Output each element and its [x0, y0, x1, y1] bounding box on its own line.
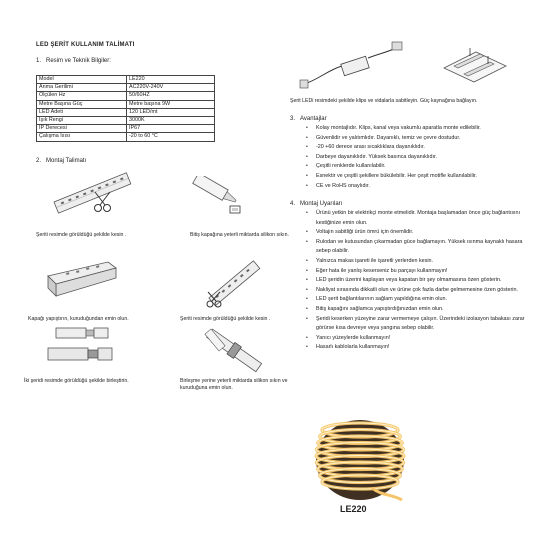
caption-cap-dry: Kapağı yapıştırın, kuruduğundan emin olun. [28, 316, 129, 322]
bullet-icon: • [306, 153, 308, 160]
list-item [306, 238, 538, 257]
list-item [306, 286, 538, 296]
clip-mount-illustration [440, 42, 510, 92]
section-2-heading [36, 158, 86, 164]
list-item [306, 124, 538, 134]
list-item [306, 153, 538, 163]
spec-value: 3000K [127, 117, 215, 125]
bullet-icon: • [306, 144, 308, 151]
bullet-icon: • [306, 277, 308, 284]
spec-key: Olçülen Hz [37, 92, 127, 100]
section-1-title: Resim ve Teknik Bilgiler: [46, 58, 111, 64]
power-cord-illustration [298, 40, 408, 90]
list-item-text: Yanıcı yüzeylerde kullanmayın! [316, 334, 391, 341]
bullet-icon: • [306, 182, 308, 189]
section-3-heading [290, 116, 327, 122]
list-item [306, 257, 538, 267]
caption-join-silicone: Birleşme yerine yeterli miktarda silikon sıkın ve kuruduğuna emin olun. [180, 378, 288, 391]
bullet-icon: • [306, 305, 308, 312]
caption-cut2: Şeriti resimde görüldüğü şekilde kesin . [180, 316, 271, 322]
list-item-text: Nakliyat sırasında dikkatli olun ve ürüne çok fazla darbe gelmemesine özen gösterin. [316, 286, 518, 293]
section-1-heading [36, 58, 111, 64]
strip-cut2-illustration [200, 254, 270, 314]
list-item-text: LED şerit bağlantılarının sağlam yapıldığına emin olun. [316, 296, 447, 303]
bullet-icon: • [306, 125, 308, 131]
list-item [306, 209, 538, 228]
spec-table [36, 75, 215, 142]
spec-value: IP67 [127, 125, 215, 133]
spec-row [37, 84, 215, 92]
section-2-number: 2. [36, 158, 42, 164]
list-item-text: Kolay montajlıdır. Klips, kanal veya vakumlu aparatla monte edilebilir. [316, 125, 481, 131]
spec-key: IP Derecesi [37, 125, 127, 133]
spec-row [37, 125, 215, 133]
list-item [306, 162, 538, 172]
silicone-cap-illustration [186, 176, 256, 216]
caption-cut: Şeriti resimde görüldüğü şekilde kesin . [36, 232, 127, 238]
caption-clip: Şerit LEDi resimdeki şekilde klips ve vidalarla sabitleyin. Güç kaynağına bağlayın. [290, 98, 478, 104]
list-item-text: CE ve RoHS onaylıdır. [316, 182, 370, 189]
list-item [306, 343, 538, 353]
document-title: LED ŞERİT KULLANIM TALİMATI [36, 42, 135, 48]
list-item [306, 182, 538, 192]
section-3-number: 3. [290, 116, 296, 122]
list-item [306, 295, 538, 305]
spec-key: Anma Gerilimi [37, 84, 127, 92]
list-item [306, 143, 538, 153]
bullet-icon: • [306, 210, 308, 216]
list-item-text: Bitiş kapağını sağlamca yapıştırdığınızdan emin olun. [316, 305, 444, 312]
section-2-title: Montaj Talimatı [46, 158, 87, 164]
caption-silicone: Bitiş kapağına yeterli miktarda silikon sıkın. [190, 232, 289, 238]
spec-key: Işık Rengi [37, 117, 127, 125]
strip-cut-illustration [40, 170, 140, 220]
spec-row [37, 92, 215, 100]
list-item-text: LED şeridin üzerini kaplayan veya kapatan bir şey olmamasına özen gösterin. [316, 277, 502, 284]
list-item [306, 172, 538, 182]
spec-value: AC220V-240V [127, 84, 215, 92]
spec-row [37, 100, 215, 108]
spec-row [37, 76, 215, 84]
spec-key: Çalışma Isısı [37, 133, 127, 141]
list-item-text: -20 +60 derece arası sıcaklıklara dayanıklıdır. [316, 144, 425, 151]
list-item-text: Hasarlı kablolarla kullanmayın! [316, 344, 390, 351]
bullet-icon: • [306, 296, 308, 303]
list-item-text: Voltajın sabitliği ürün ömrü için önemlidir. [316, 229, 414, 236]
list-item-text: Yalnızca makas işareti ile işaretli yerlerden kesin. [316, 257, 434, 264]
bullet-icon: • [306, 163, 308, 170]
product-photo [312, 408, 408, 504]
spec-value: 50/60HZ [127, 92, 215, 100]
bullet-icon: • [306, 267, 308, 274]
warnings-list [306, 209, 538, 353]
bullet-icon: • [306, 257, 308, 264]
spec-key: Metre Başına Güç [37, 100, 127, 108]
list-item [306, 228, 538, 238]
list-item-text: Eğer hata ile yanlış keserseniz bu parçayı kullanmayın! [316, 267, 448, 274]
section-3-title: Avantajlar [300, 116, 327, 122]
list-item [306, 134, 538, 144]
section-4-number: 4. [290, 201, 296, 207]
list-item [306, 334, 538, 344]
section-1-number: 1. [36, 58, 42, 64]
caption-join: İki şeridi resimde görüldüğü şekilde birleştirin. [24, 378, 129, 384]
list-item-text: Darbeye dayanıklıdır. Yüksek basınca dayanıklıdır. [316, 153, 437, 160]
spec-key: LED Adeti [37, 108, 127, 116]
list-item-text: Esnektir ve çeşitli şekillere bükülebilir. Her çeşit motifle kullanılabilir. [316, 172, 477, 179]
product-model-label: LE220 [340, 504, 367, 514]
advantages-list [306, 124, 538, 191]
list-item [306, 315, 538, 334]
bullet-icon: • [306, 238, 308, 245]
bullet-icon: • [306, 229, 308, 236]
spec-value: Metre başına 9W [127, 100, 215, 108]
spec-row [37, 117, 215, 125]
bullet-icon: • [306, 172, 308, 179]
list-item [306, 267, 538, 277]
list-item [306, 276, 538, 286]
list-item-text: Rulodan ve kutusundan çıkarmadan güce bağlamayın. Yüksek ısınma kaynaklı hasara sebep olabilir. [316, 238, 523, 255]
list-item-text: Şeridi keserken yüzeyine zarar vermemeye çalışın. Üzerindeki izolasyon tabakası zarar görürse kısa devreye veya yangına sebep olabilir. [316, 315, 525, 332]
join-silicone-illustration [200, 326, 270, 376]
bullet-icon: • [306, 286, 308, 293]
list-item-text: Çeşitli renklerde kullanılabilir. [316, 163, 386, 170]
list-item [306, 305, 538, 315]
spec-value: -20 to 60 °C [127, 133, 215, 141]
section-4-heading [290, 201, 342, 207]
bullet-icon: • [306, 344, 308, 351]
bullet-icon: • [306, 315, 308, 322]
bullet-icon: • [306, 334, 308, 341]
spec-value: 120 LED/mt [127, 108, 215, 116]
spec-row [37, 108, 215, 116]
strip-join-illustration [40, 322, 120, 372]
spec-row [37, 133, 215, 141]
list-item-text: Güvenlidir ve yalıtımlıdır. Dayanıklı, temiz ve çevre dostudur. [316, 134, 461, 141]
section-4-title: Montaj Uyarıları [300, 201, 343, 207]
spec-value: LE220 [127, 76, 215, 84]
bullet-icon: • [306, 134, 308, 141]
list-item-text: Ürünü yetkin bir elektrikçi monte etmelidir. Montaja başlamadan önce güç bağlantısını kestiğinize emin olun. [316, 210, 521, 226]
spec-key: Model [37, 76, 127, 84]
strip-cap-dry-illustration [44, 256, 124, 311]
